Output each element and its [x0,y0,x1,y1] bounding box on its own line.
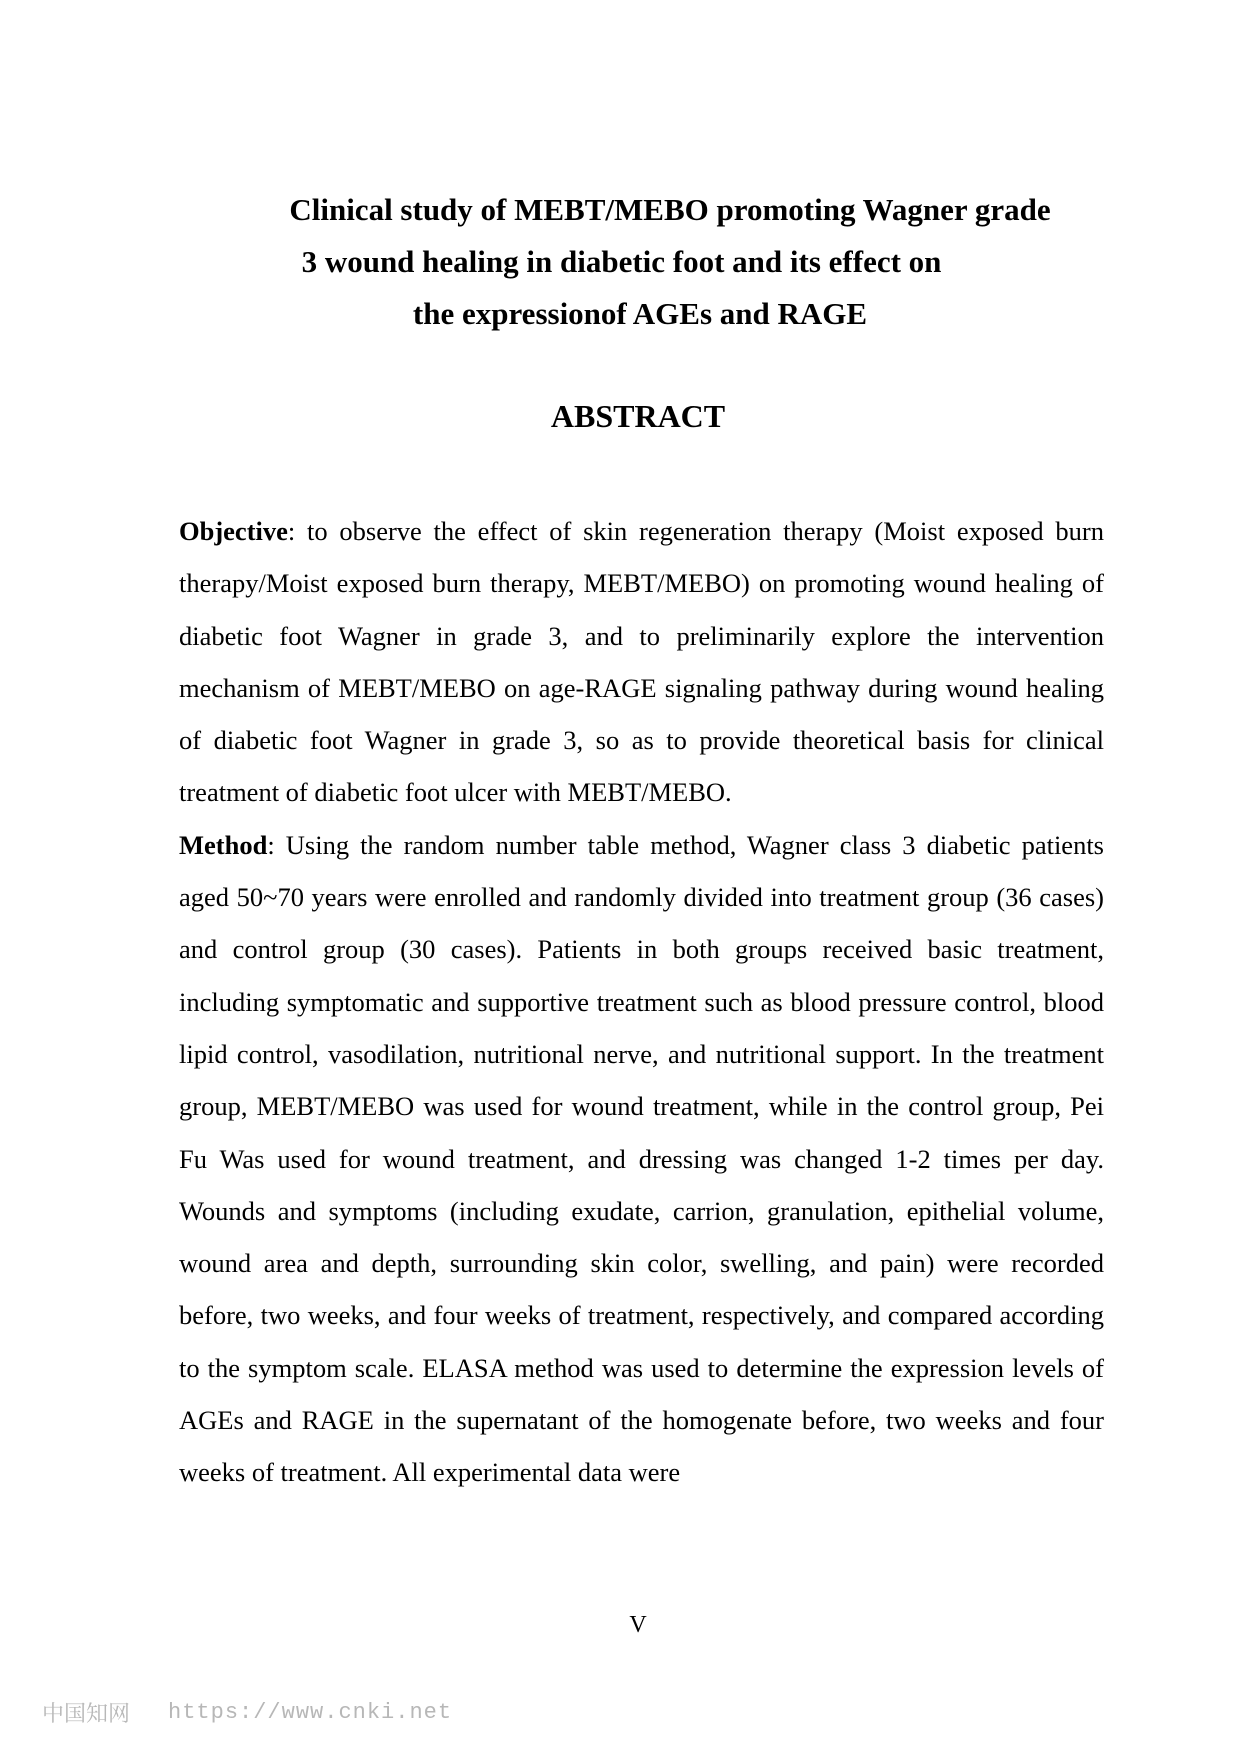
title-line-2: 3 wound healing in diabetic foot and its effect on [301,244,942,279]
objective-label: Objective [179,516,288,546]
page-number: V [629,1612,647,1638]
method-label: Method [179,829,268,860]
paper-title [0,184,1240,340]
objective-paragraph [179,505,1104,819]
watermark-brand: 中国知网 [42,1702,131,1727]
method-paragraph [179,819,1104,1499]
abstract-body [179,505,1104,1499]
watermark [42,1697,452,1728]
method-text: : Using the random number table method, Wagner class 3 diabetic patients aged 50~70 years were enrolled and randomly divided into treatment group (36 cases) and control group (30 cases). Patients in both groups received basic treatment, including symptomatic and supportive treatment such as blood pressure control, blood lipid control, vasodilation, nutritional nerve, and nutritional support. In the treatment group, MEBT/MEBO was used for wound treatment, while in the control group, Pei Fu Was used for wound treatment, and dressing was changed 1-2 times per day. Wounds and symptoms (including exudate, carrion, granulation, epithelial volume, wound area and depth, surrounding skin color, swelling, and pain) were recorded before, two weeks, and four weeks of treatment, respectively, and compared according to the symptom scale. ELASA method was used to determine the expression levels of AGEs and RAGE in the supernatant of the homogenate before, two weeks and four weeks of treatment. All experimental data were [179,829,1104,1488]
title-line-3: the expressionof AGEs and RAGE [412,296,868,331]
title-line-1: Clinical study of MEBT/MEBO promoting Wagner grade [289,192,1051,227]
watermark-url: https://www.cnki.net [168,1700,453,1725]
abstract-heading: ABSTRACT [550,398,726,434]
objective-text: : to observe the effect of skin regeneration therapy (Moist exposed burn therapy/Moist exposed burn therapy, MEBT/MEBO) on promoting wound healing of diabetic foot Wagner in grade 3, and to preliminarily explore the intervention mechanism of MEBT/MEBO on age-RAGE signaling pathway during wound healing of diabetic foot Wagner in grade 3, so as to provide theoretical basis for clinical treatment of diabetic foot ulcer with MEBT/MEBO. [179,516,1104,808]
